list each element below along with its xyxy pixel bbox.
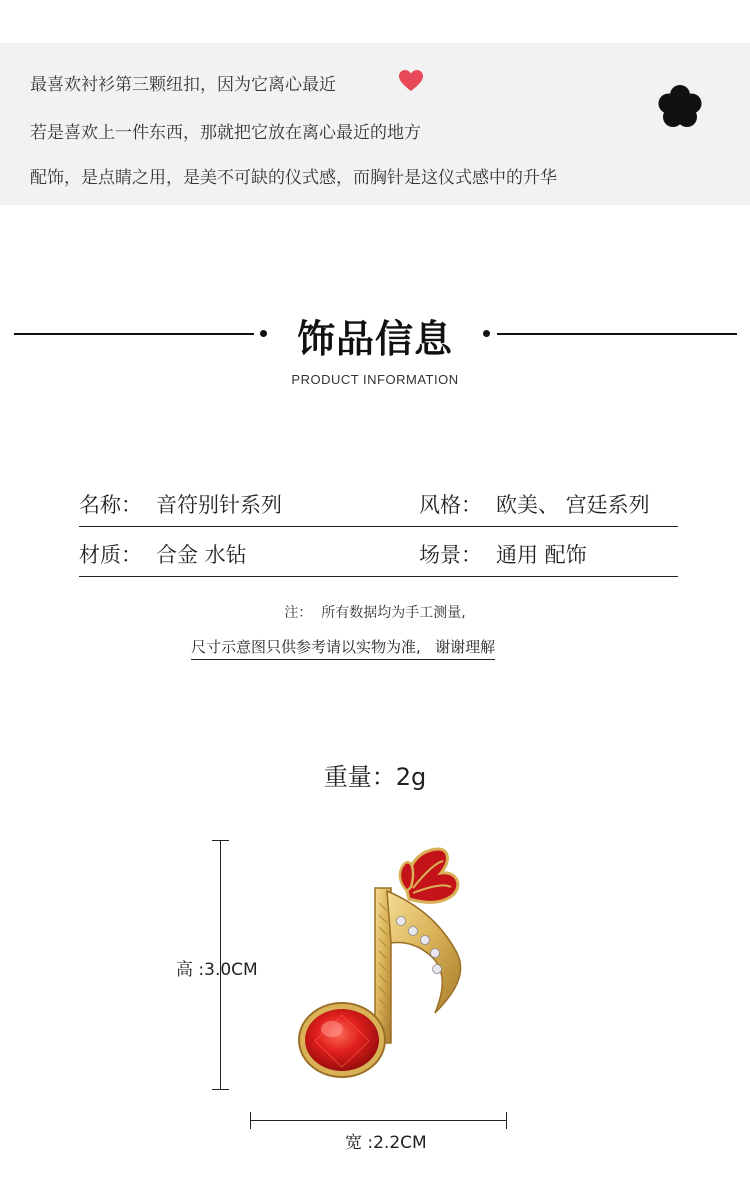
section-subtitle: PRODUCT INFORMATION — [291, 372, 459, 387]
heart-icon — [398, 69, 424, 93]
spec-material-value: 合金 水钻 — [156, 543, 247, 567]
width-dimension-cap-left — [250, 1112, 251, 1129]
width-label: 宽 :2.2CM — [345, 1133, 427, 1153]
music-note-brooch-image — [295, 843, 470, 1083]
spec-material — [79, 539, 247, 569]
reference-note: 尺寸示意图只供参考请以实物为准, 谢谢理解 — [191, 636, 495, 660]
spec-style-label: 风格： — [419, 493, 482, 517]
spec-row — [79, 527, 678, 577]
quote-line-1: 最喜欢衬衫第三颗纽扣，因为它离心最近 — [30, 75, 336, 95]
height-dimension-cap-top — [212, 840, 229, 841]
height-dimension-cap-bottom — [212, 1089, 229, 1090]
spec-material-label: 材质： — [79, 543, 142, 567]
spec-scene-value: 通用 配饰 — [496, 543, 587, 567]
width-dimension-cap-right — [506, 1112, 507, 1129]
title-dot-right — [483, 330, 490, 337]
height-label: 高 :3.0CM — [176, 960, 258, 980]
spec-style-value: 欧美、 宫廷系列 — [496, 493, 650, 517]
quote-line-3: 配饰，是点睛之用，是美不可缺的仪式感，而胸针是这仪式感中的升华 — [30, 168, 557, 188]
section-title: 饰品信息 — [296, 317, 453, 361]
spec-scene — [419, 539, 587, 569]
spec-name-value: 音符别针系列 — [156, 493, 282, 517]
title-rule-right — [497, 333, 737, 335]
flower-icon — [657, 84, 703, 130]
spec-name — [79, 489, 282, 519]
measurement-note: 注： 所有数据均为手工测量, — [284, 605, 466, 621]
spec-scene-label: 场景： — [419, 543, 482, 567]
width-dimension-line — [250, 1120, 507, 1121]
quote-line-2: 若是喜欢上一件东西，那就把它放在离心最近的地方 — [30, 123, 421, 143]
weight-label: 重量：2g — [323, 763, 427, 791]
spec-row — [79, 477, 678, 527]
spec-style — [419, 489, 650, 519]
spec-name-label: 名称： — [79, 493, 142, 517]
